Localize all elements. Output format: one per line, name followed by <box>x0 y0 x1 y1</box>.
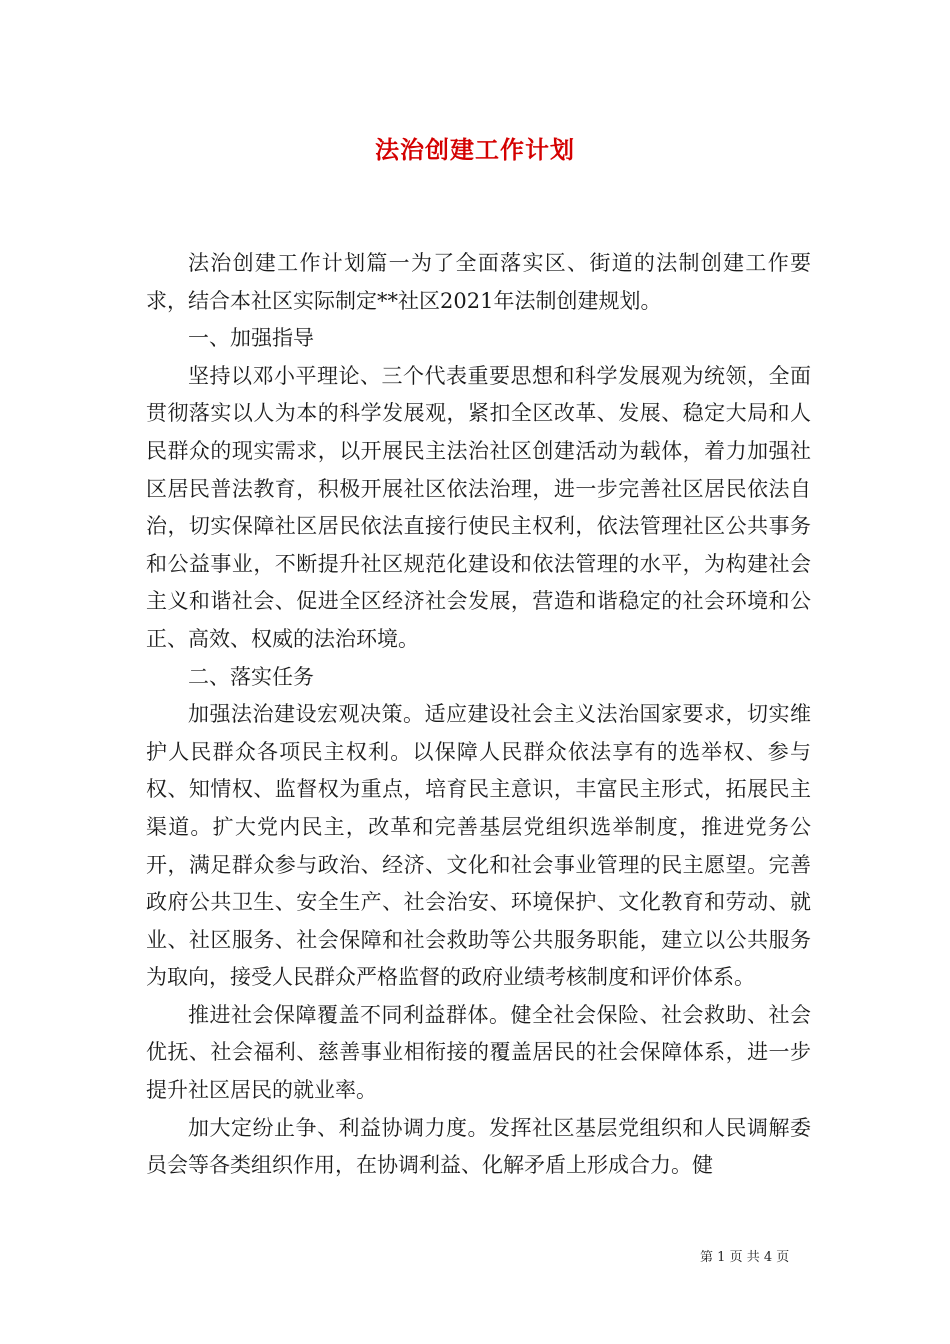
section-heading-2: 二、落实任务 <box>188 664 314 689</box>
paragraph-legal-construction: 加强法治建设宏观决策。适应建设社会主义法治国家要求，切实维护人民群众各项民主权利。以保障人民群众依法享有的选举权、参与权、知情权、监督权为重点，培育民主意识，丰富民主形式，拓展民主渠道。扩大党内民主，改革和完善基层党组织选举制度，推进党务公开，满足群众参与政治、经济、文化和社会事业管理的民主愿望。完善政府公共卫生、安全生产、社会治安、环境保护、文化教育和劳动、就业、社区服务、社会保障和社会救助等公共服务职能，建立以公共服务为取向，接受人民群众严格监督的政府业绩考核制度和评价体系。 <box>146 702 811 990</box>
footer-middle: 页 共 <box>729 1250 760 1265</box>
paragraph-intro: 法治创建工作计划篇一为了全面落实区、街道的法制创建工作要求，结合本社区实际制定**社区2021年法制创建规划。 <box>146 251 811 313</box>
footer-suffix: 页 <box>776 1250 790 1265</box>
paragraph-social-security: 推进社会保障覆盖不同利益群体。健全社会保险、社会救助、社会优抚、社会福利、慈善事业相衔接的覆盖居民的社会保障体系，进一步提升社区居民的就业率。 <box>146 1002 811 1103</box>
paragraph-dispute-resolution: 加大定纷止争、利益协调力度。发挥社区基层党组织和人民调解委员会等各类组织作用，在协调利益、化解矛盾上形成合力。健 <box>146 1115 811 1178</box>
footer-current-page: 1 <box>717 1250 726 1265</box>
document-title: 法治创建工作计划 <box>375 135 575 164</box>
section-heading-1: 一、加强指导 <box>188 326 314 351</box>
footer-prefix: 第 <box>700 1250 714 1265</box>
footer-total-pages: 4 <box>763 1250 773 1265</box>
document-body <box>146 245 811 1185</box>
page-number-footer <box>700 1249 789 1267</box>
paragraph-guidance: 坚持以邓小平理论、三个代表重要思想和科学发展观为统领，全面贯彻落实以人为本的科学发展观，紧扣全区改革、发展、稳定大局和人民群众的现实需求，以开展民主法治社区创建活动为载体，着力加强社区居民普法教育，积极开展社区依法治理，进一步完善社区居民依法自治，切实保障社区居民依法直接行使民主权利，依法管理社区公共事务和公益事业，不断提升社区规范化建设和依法管理的水平，为构建社会主义和谐社会、促进全区经济社会发展，营造和谐稳定的社会环境和公正、高效、权威的法治环境。 <box>146 363 811 651</box>
